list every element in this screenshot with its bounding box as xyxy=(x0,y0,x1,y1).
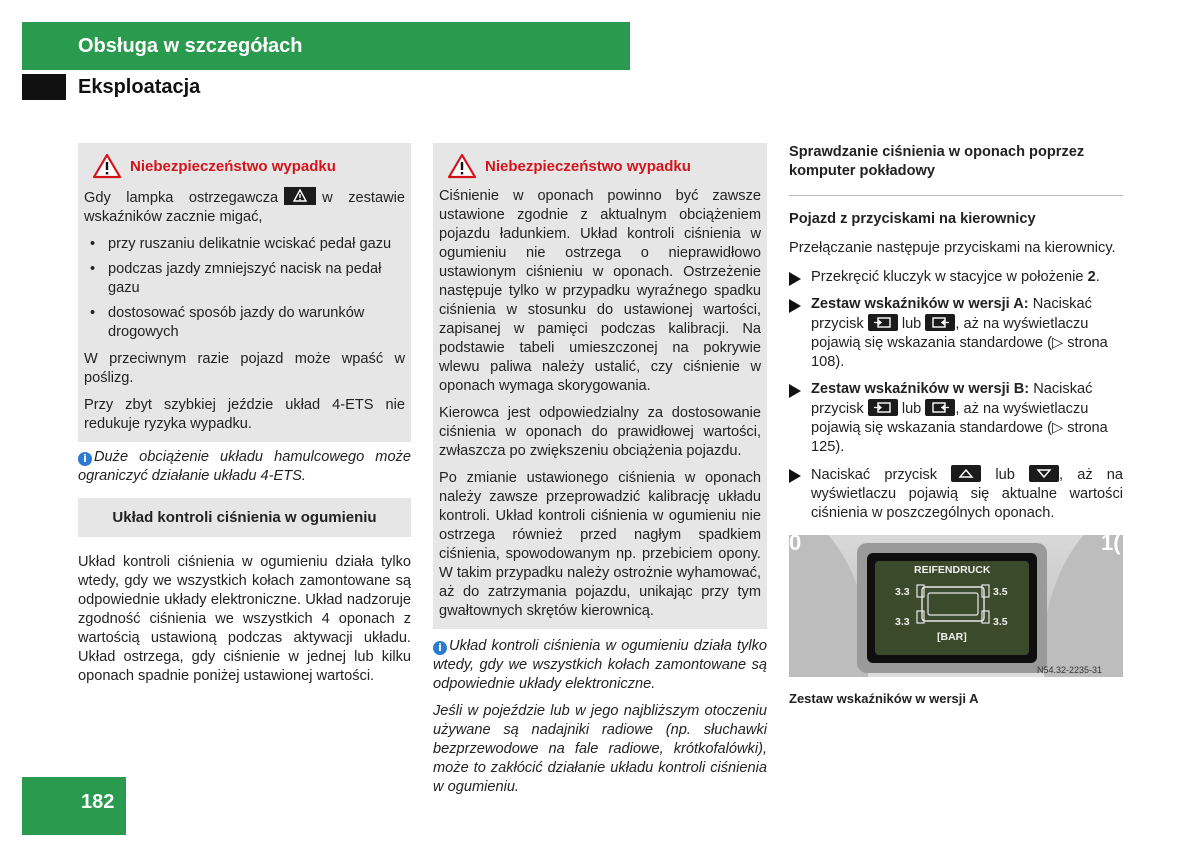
section-title: Obsługa w szczegółach xyxy=(78,35,303,57)
arrow-down-button-icon xyxy=(1029,465,1059,482)
intro-paragraph: Przełączanie następuje przyciskami na kierownicy. xyxy=(789,240,1116,256)
page-number: 182 xyxy=(81,791,115,813)
subsection-marker xyxy=(22,74,66,100)
arrow-up-button-icon xyxy=(951,465,981,482)
instrument-display-figure xyxy=(789,535,1123,677)
warning-paragraph: Po zmianie ustawionego ciśnienia w oponach należy zawsze przeprowadzić kalibrację układu kontroli. Układ kontroli ciśnienia w ogumieniu nie ostrzega również przed nagłym spadkiem ciśnienia, spowodowanym np. przebiciem opony. W takim przypadku należy ostrożnie wyhamować, aż do zatrzymania pojazdu, unikając przy tym gwałtownych skrętów kierownicą. xyxy=(439,470,761,619)
subheading: Pojazd z przyciskami na kierownicy xyxy=(789,211,1036,227)
tire-pressure-front-left: 3.3 xyxy=(895,586,910,598)
list-item: • podczas jazdy zmniejszyć nacisk na pedał gazu xyxy=(84,260,405,298)
step-2: Zestaw wskaźników w wersji A: Naciskać przycisk lub , aż na wyświetlaczu pojawią się wskazania standardowe (▷ strona 108). xyxy=(789,295,1123,372)
section-header xyxy=(22,22,630,70)
section-box-heading: Układ kontroli ciśnienia w ogumieniu xyxy=(78,498,411,537)
list-item: • dostosować sposób jazdy do warunków drogowych xyxy=(84,304,405,342)
step-3: Zestaw wskaźników w wersji B: Naciskać przycisk lub , aż na wyświetlaczu pojawią się wskazania standardowe (▷ strona 125). xyxy=(789,380,1123,457)
figure-caption: Zestaw wskaźników w wersji A xyxy=(789,691,979,706)
warning-box xyxy=(78,143,411,442)
page-reference-icon: ▷ xyxy=(1051,335,1064,351)
info-note: i Układ kontroli ciśnienia w ogumieniu działa tylko wtedy, gdy we wszystkich kołach zamontowane są odpowiednie układy elektroniczne. xyxy=(433,638,767,692)
warning-paragraph: Przy zbyt szybkiej jeździe układ 4-ETS nie redukuje ryzyka wypadku. xyxy=(84,397,405,432)
section-heading: Sprawdzanie ciśnienia w oponach poprzez komputer pokładowy xyxy=(789,144,1085,179)
page-forward-button-icon xyxy=(925,399,955,416)
subsection-title: Eksploatacja xyxy=(78,76,201,98)
page-forward-button-icon xyxy=(925,314,955,331)
tire-pressure-rear-right: 3.5 xyxy=(993,616,1008,628)
warning-paragraph: Kierowca jest odpowiedzialny za dostosowanie ciśnienia w oponach do prawidłowej wartości, zwłaszcza po zwiększeniu obciążenia pojazdu. xyxy=(439,405,761,459)
column-left xyxy=(78,143,411,694)
page-number-box xyxy=(22,777,126,835)
info-icon: i xyxy=(433,641,447,655)
page-back-button-icon xyxy=(868,314,898,331)
tire-pressure-front-right: 3.5 xyxy=(993,586,1008,598)
figure-code: N54.32-2235-31 xyxy=(1037,665,1103,675)
step-arrow-icon xyxy=(789,469,801,483)
step-arrow-icon xyxy=(789,272,801,286)
page-reference-icon: ▷ xyxy=(1051,420,1064,436)
dial-edge-left: 0 xyxy=(789,535,802,555)
warning-list xyxy=(84,235,405,342)
divider xyxy=(789,195,1123,196)
warning-triangle-icon xyxy=(92,153,122,179)
step-4: Naciskać przycisk lub , aż na wyświetlaczu pojawią się aktualne wartości ciśnienia w poszczególnych oponach. xyxy=(789,465,1123,523)
info-note: i Duże obciążenie układu hamulcowego może ograniczyć działanie układu 4-ETS. xyxy=(78,449,411,484)
step-arrow-icon xyxy=(789,384,801,398)
column-right xyxy=(789,143,1123,708)
step-1: Przekręcić kluczyk w stacyjce w położenie 2. xyxy=(789,268,1123,287)
display-title: REIFENDRUCK xyxy=(914,564,991,576)
body-paragraph: Układ kontroli ciśnienia w ogumieniu działa tylko wtedy, gdy we wszystkich kołach zamontowane są odpowiednie układy elektroniczne. Układ nadzoruje zgodność ciśnienia we wszystkich 4 oponach z wartością ustawioną podczas aktywacji układu. Układ ostrzega, gdy ciśnienie w jednej lub kilku oponach spadnie poniżej ustawionej wartości. xyxy=(78,554,411,684)
pressure-unit: [BAR] xyxy=(937,631,967,643)
dial-edge-right: 1( xyxy=(1101,535,1121,555)
step-arrow-icon xyxy=(789,299,801,313)
display-artwork xyxy=(789,535,1123,677)
warning-heading: Niebezpieczeństwo wypadku xyxy=(447,153,761,179)
warning-lamp-icon xyxy=(284,187,316,205)
tire-pressure-rear-left: 3.3 xyxy=(895,616,910,628)
page-back-button-icon xyxy=(868,399,898,416)
info-icon: i xyxy=(78,452,92,466)
warning-heading: Niebezpieczeństwo wypadku xyxy=(92,153,405,179)
warning-paragraph: W przeciwnym razie pojazd może wpaść w poślizg. xyxy=(84,351,405,386)
warning-triangle-icon xyxy=(447,153,477,179)
column-middle xyxy=(433,143,767,805)
warning-paragraph: Ciśnienie w oponach powinno być zawsze ustawione zgodnie z aktualnym obciążeniem pojazdu ładunkiem. Układ kontroli ciśnienia w ogumieniu nie ostrzega o nieprawidłowo ustawionym ciśnieniu w oponach. Ostrzeżenie następuje tylko w przypadku wyraźnego spadku ciśnienia w stosunku do ustawionej wartości, zapisanej w pamięci podczas kalibracji. Na podstawie tabeli umieszczonej na pokrywie wlewu paliwa należy ustalić, czy ciśnienie w oponach wymaga skorygowania. xyxy=(439,188,761,394)
list-item: • przy ruszaniu delikatnie wciskać pedał gazu xyxy=(84,235,405,254)
info-note-continued: Jeśli w pojeździe lub w jego najbliższym otoczeniu używane są nadajniki radiowe (np. słuchawki bezprzewodowe na fale radiowe, krótkofalówki), może to zakłócić działanie układu kontroli ciśnienia w ogumieniu. xyxy=(433,703,767,795)
warning-intro: Gdy lampka ostrzegawcza w zestawie wskaźników zacznie migać, xyxy=(84,187,405,227)
warning-box xyxy=(433,143,767,629)
